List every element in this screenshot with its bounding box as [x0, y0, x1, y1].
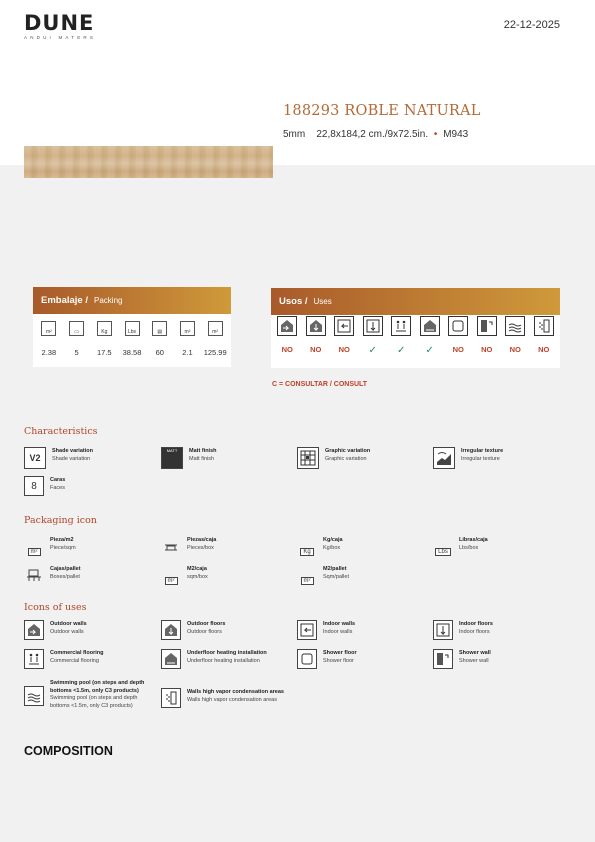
legend-item — [161, 649, 267, 669]
outdoor-walls-icon — [277, 316, 297, 336]
irregular-texture-icon — [433, 447, 455, 469]
outdoor-floors-icon — [306, 316, 326, 336]
faces-symbol: 8 — [31, 480, 37, 492]
underfloor-heating-icon — [161, 649, 181, 669]
uses-panel-header — [271, 288, 560, 315]
use-value-check: ✓ — [368, 345, 377, 356]
legend-title: Shower wall — [459, 650, 491, 656]
uses-values-row — [271, 345, 560, 356]
legend-title: Shower floor — [323, 650, 357, 656]
legend-item — [161, 536, 216, 556]
packing-value: 60 — [155, 348, 164, 357]
commercial-flooring-icon — [391, 316, 411, 336]
legend-title: Shade variation — [52, 448, 93, 454]
legend-text: Matt finish — [189, 455, 215, 462]
legend-item — [161, 620, 226, 640]
composition-title: COMPOSITION — [24, 744, 113, 758]
m2-box-icon — [161, 565, 181, 585]
packing-title: Embalaje / — [41, 295, 88, 306]
packing-value: 17.5 — [96, 348, 112, 357]
boxes-pallet-icon — [24, 565, 44, 585]
legend-text: Graphic variation — [325, 455, 367, 462]
legend-item — [297, 649, 357, 669]
shower-floor-icon — [448, 316, 468, 336]
product-title: 188293 ROBLE NATURAL — [283, 103, 481, 119]
legend-text: Irregular texture — [461, 455, 500, 462]
packing-value: 2.1 — [182, 348, 193, 357]
walls-vapor-icon — [534, 316, 554, 336]
legend-text: Shower floor — [323, 657, 354, 664]
indoor-walls-icon — [334, 316, 354, 336]
packing-subtitle: Packing — [94, 296, 123, 305]
legend-title: Libras/caja — [459, 537, 488, 543]
brand-name: DUNE — [24, 11, 95, 35]
packing-panel-header — [33, 287, 231, 314]
lbs-box-symbol: Lbs — [435, 548, 451, 556]
underfloor-heating-icon — [420, 316, 440, 336]
legend-item — [433, 620, 493, 640]
legend-text: Indoor floors — [459, 628, 490, 635]
legend-title: Outdoor walls — [50, 621, 87, 627]
legend-item — [24, 476, 65, 496]
legend-text: Piece/sqm — [50, 544, 76, 551]
legend-text: Outdoor floors — [187, 628, 222, 635]
shade-variation-icon — [24, 447, 46, 469]
legend-title: M2/caja — [187, 566, 207, 572]
commercial-flooring-icon — [24, 649, 44, 669]
legend-text: Sqm/pallet — [323, 573, 349, 580]
legend-title: Matt finish — [189, 448, 217, 454]
shower-floor-icon — [297, 649, 317, 669]
uses-title: Usos / — [279, 296, 308, 307]
use-value: NO — [452, 345, 464, 354]
outdoor-floors-icon — [161, 620, 181, 640]
walls-vapor-icon — [161, 688, 181, 708]
matt-finish-symbol: MATT — [166, 448, 178, 453]
indoor-floors-icon — [363, 316, 383, 336]
legend-text: Boxes/pallet — [50, 573, 80, 580]
packing-value: 2.38 — [41, 348, 57, 357]
legend-text: Swimming pool (on steps and depth bottoms <1.5m, only C3 products) — [50, 695, 138, 709]
icons-of-uses-title: Icons of uses — [24, 602, 87, 613]
legend-text: Shower wall — [459, 657, 489, 664]
piece-m2-icon: m² — [41, 321, 56, 336]
legend-title: Indoor floors — [459, 621, 493, 627]
legend-text: Indoor walls — [323, 628, 353, 635]
use-value: NO — [310, 345, 322, 354]
packing-value: 125.99 — [203, 348, 227, 357]
piece-m2-symbol: m² — [28, 548, 41, 556]
packing-value: 38.58 — [122, 348, 142, 357]
legend-text: Lbs/box — [459, 544, 479, 551]
legend-title: Irregular texture — [461, 448, 504, 454]
m2-box-symbol: m² — [165, 577, 178, 585]
characteristics-title: Characteristics — [24, 426, 98, 437]
uses-icons-row — [271, 316, 560, 336]
legend-title: Outdoor floors — [187, 621, 226, 627]
shade-variation-symbol: V2 — [29, 453, 41, 463]
legend-item — [24, 447, 93, 469]
product-specs — [283, 129, 468, 140]
kg-box-icon: Kg — [97, 321, 112, 336]
packaging-icon-title: Packaging icon — [24, 515, 97, 526]
legend-item — [297, 620, 355, 640]
legend-item — [297, 447, 370, 469]
legend-text: Faces — [50, 484, 65, 491]
legend-item — [297, 536, 343, 556]
legend-item — [297, 565, 349, 585]
legend-text: Pieces/box — [187, 544, 214, 551]
packing-icons-row — [33, 321, 231, 336]
wood-swatch-image — [24, 146, 273, 178]
m2-pallet-icon: m² — [208, 321, 223, 336]
piece-m2-icon — [24, 536, 44, 556]
product-code: M943 — [443, 129, 469, 140]
indoor-floors-icon — [433, 620, 453, 640]
use-value: NO — [538, 345, 550, 354]
lbs-box-icon: Lbs — [125, 321, 140, 336]
product-thickness: 5mm — [283, 129, 306, 140]
swimming-pool-icon — [505, 316, 525, 336]
legend-title: Indoor walls — [323, 621, 356, 627]
legend-item — [433, 649, 491, 669]
lbs-box-icon — [433, 536, 453, 556]
legend-title: Pieza/m2 — [50, 537, 74, 543]
m2-box-icon: m² — [180, 321, 195, 336]
legend-item — [161, 565, 208, 585]
m2-pallet-symbol: m² — [301, 577, 314, 585]
legend-title: Caras — [50, 477, 66, 483]
faces-icon — [24, 476, 44, 496]
use-value: NO — [338, 345, 350, 354]
legend-text: Commercial flooring — [50, 657, 99, 664]
packing-panel — [33, 287, 231, 367]
legend-title: Walls high vapor condensation areas — [187, 689, 284, 695]
uses-subtitle: Uses — [313, 297, 332, 306]
legend-item — [161, 447, 217, 469]
legend-title: Cajas/pallet — [50, 566, 81, 572]
use-value-check: ✓ — [425, 345, 434, 356]
swimming-pool-icon — [24, 686, 44, 706]
kg-box-icon — [297, 536, 317, 556]
outdoor-walls-icon — [24, 620, 44, 640]
legend-item — [24, 649, 103, 669]
consult-note: C = CONSULTAR / CONSULT — [272, 381, 368, 388]
legend-title: Kg/caja — [323, 537, 343, 543]
legend-item — [161, 688, 284, 708]
m2-pallet-icon — [297, 565, 317, 585]
legend-title: Graphic variation — [325, 448, 371, 454]
use-value-check: ✓ — [397, 345, 406, 356]
legend-text: Kg/box — [323, 544, 341, 551]
legend-title: Piezas/caja — [187, 537, 217, 543]
brand-tagline: ANDUI MATERS — [24, 35, 97, 40]
legend-item — [433, 447, 503, 469]
legend-title: Swimming pool (on steps and depth bottoms <1.5m, only C3 products) — [50, 680, 145, 694]
graphic-variation-icon — [297, 447, 319, 469]
piece-box-icon — [161, 536, 181, 556]
piece-box-icon: ▭ — [69, 321, 84, 336]
kg-box-symbol: Kg — [300, 548, 313, 556]
legend-text: sqm/box — [187, 573, 208, 580]
legend-title: Underfloor heating installation — [187, 650, 267, 656]
legend-item — [24, 679, 154, 710]
product-size: 22,8x184,2 cm./9x72.5in. — [316, 129, 429, 140]
legend-item — [433, 536, 488, 556]
use-value: NO — [281, 345, 293, 354]
shower-wall-icon — [433, 649, 453, 669]
legend-title: M2/pallet — [323, 566, 347, 572]
shower-wall-icon — [477, 316, 497, 336]
legend-text: Underfloor heating installation — [187, 657, 260, 664]
legend-text: Walls high vapor condensation areas — [187, 696, 277, 703]
legend-item — [24, 536, 76, 556]
indoor-walls-icon — [297, 620, 317, 640]
document-date: 22-12-2025 — [503, 19, 560, 31]
packing-values-row — [33, 348, 231, 357]
legend-item — [24, 620, 87, 640]
uses-panel — [271, 288, 560, 368]
separator-dot: • — [433, 129, 438, 140]
legend-title: Commercial flooring — [50, 650, 104, 656]
brand-logo — [24, 12, 96, 40]
packing-value: 5 — [74, 348, 79, 357]
boxes-pallet-icon: ▤ — [152, 321, 167, 336]
use-value: NO — [481, 345, 493, 354]
legend-text: Shade variation — [52, 455, 91, 462]
legend-item — [24, 565, 81, 585]
matt-finish-icon — [161, 447, 183, 469]
use-value: NO — [509, 345, 521, 354]
legend-text: Outdoor walls — [50, 628, 84, 635]
